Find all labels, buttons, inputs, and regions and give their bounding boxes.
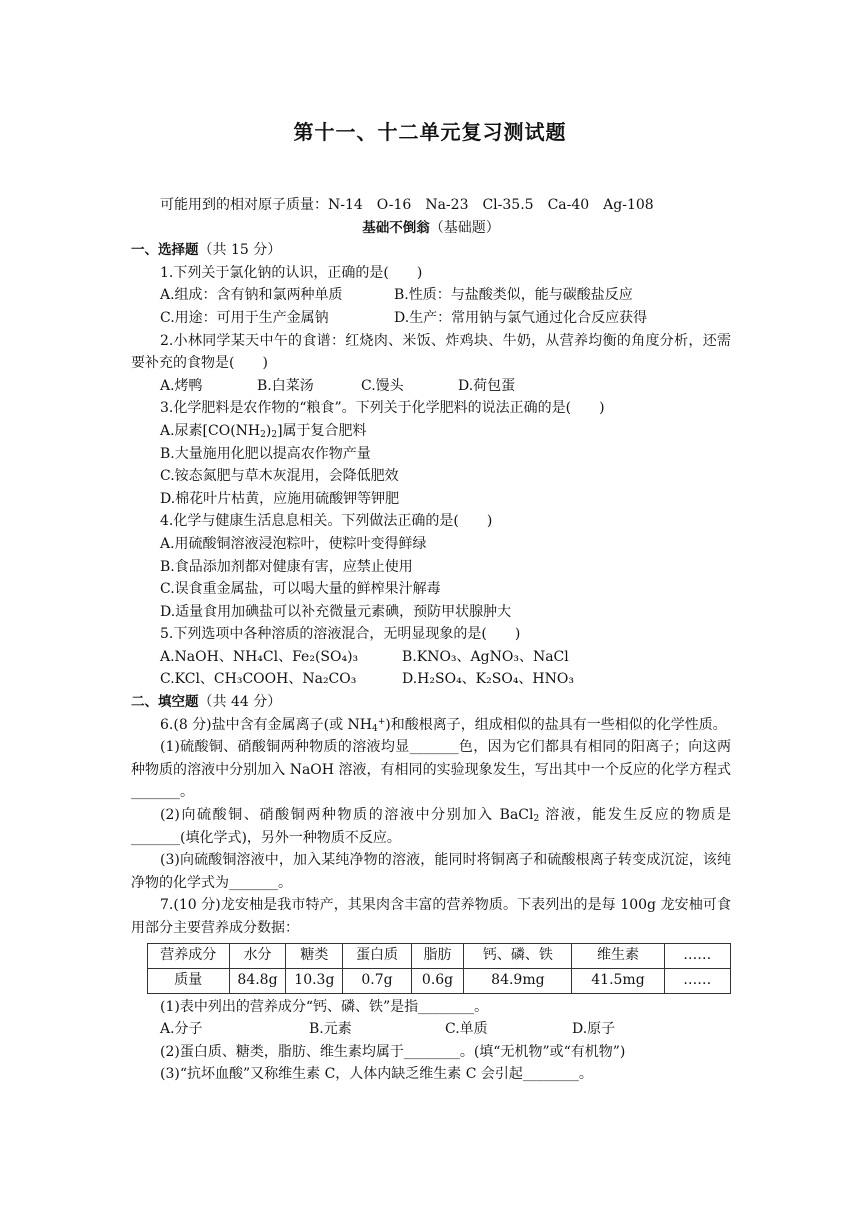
nutrition-table-header-row [148, 943, 731, 968]
section-1-score: （共 15 分） [198, 242, 282, 259]
question-1-stem: 1.下列关于氯化钠的认识，正确的是( ) [160, 264, 423, 281]
nutrition-table-cell: 0.6g [411, 968, 464, 993]
question-6-part-3: (3)向硫酸铜溶液中，加入某纯净物的溶液，能同时将铜离子和硫酸根离子转变成沉淀，该纯净物的化学式为_______。 [131, 852, 731, 891]
question-6-part-1: (1)硫酸铜、硝酸铜两种物质的溶液均显_______色，因为它们都具有相同的阳离子；向这两种物质的溶液中分别加入 NaOH 溶液，有相同的实验现象发生，写出其中一个反应的化学方程式_______。 [131, 739, 731, 801]
question-5-option-d: D.H₂SO₄、K₂SO₄、HNO₃ [402, 671, 574, 688]
question-6-stem-sup: + [377, 716, 386, 727]
nutrition-table [147, 943, 731, 994]
nutrition-table-header-cell: 钙、磷、铁 [464, 943, 572, 968]
question-3-option-d: D.棉花叶片枯黄，应施用硫酸钾等钾肥 [160, 490, 400, 507]
nutrition-table-cell: 质量 [148, 968, 230, 993]
question-5-options-cd [131, 668, 731, 691]
question-1-option-b: B.性质：与盐酸类似，能与碳酸盐反应 [394, 287, 633, 304]
level-heading-text: 基础不倒翁 [362, 219, 430, 236]
question-5-option-c: C.KCl、CH₃COOH、Na₂CO₃ [160, 671, 357, 688]
question-7-option-d: D.原子 [572, 1021, 616, 1038]
question-3-option-a-text-1: A.尿素[CO(NH [160, 422, 261, 439]
question-7-part-2: (2)蛋白质、糖类，脂肪、维生素均属于________。(填“无机物”或“有机物”) [160, 1043, 626, 1060]
nutrition-table-cell: …… [664, 968, 730, 993]
question-3-option-a-text-3: ]属于复合肥料 [277, 422, 367, 439]
question-1-option-d: D.生产：常用钠与氯气通过化合反应获得 [394, 309, 648, 326]
question-3-option-a [131, 420, 731, 443]
section-2-heading [131, 691, 731, 714]
question-6-stem-text-2: )和酸根离子，组成相似的盐具有一些相似的化学性质。 [385, 716, 727, 733]
nutrition-table-cell: 84.8g [229, 968, 286, 993]
question-3-option-a-sub-2: 2 [271, 429, 278, 440]
question-2-option-d: D.荷包蛋 [458, 377, 516, 394]
question-2-option-a: A.烤鸭 [160, 377, 203, 394]
nutrition-table-header-cell: 营养成分 [148, 943, 230, 968]
question-6-stem-text-1: 6.(8 分)盐中含有金属离子(或 NH [160, 716, 373, 733]
question-2-options [131, 375, 731, 398]
question-4-option-c: C.误食重金属盐，可以喝大量的鲜榨果汁解毒 [160, 581, 441, 598]
question-7-part-1-options [131, 1018, 731, 1041]
question-5-option-b: B.KNO₃、AgNO₃、NaCl [402, 648, 569, 665]
question-3-stem: 3.化学肥料是农作物的“粮食”。下列关于化学肥料的说法正确的是( ) [160, 400, 605, 417]
question-7-option-b: B.元素 [309, 1021, 352, 1038]
nutrition-table-cell: 10.3g [286, 968, 343, 993]
question-4-option-a: A.用硫酸铜溶液浸泡粽叶，使粽叶变得鲜绿 [160, 535, 427, 552]
nutrition-table-row [148, 968, 731, 993]
question-4-option-b: B.食品添加剂都对健康有害，应禁止使用 [160, 558, 413, 575]
question-6-part-2-sub: 2 [533, 814, 540, 825]
question-6-part-2-text-2: 溶液，能发生反应的物质是_______(填化学式)，另外一种物质不反应。 [131, 807, 732, 846]
question-4-option-d: D.适量食用加碘盐可以补充微量元素碘，预防甲状腺肿大 [160, 603, 512, 620]
question-1-options-ab [131, 284, 731, 307]
level-heading [131, 217, 731, 240]
question-5-option-a: A.NaOH、NH₄Cl、Fe₂(SO₄)₃ [160, 648, 359, 665]
nutrition-table-header-cell: 蛋白质 [343, 943, 411, 968]
question-1-option-c: C.用途：可用于生产金属钠 [160, 309, 329, 326]
question-3-option-a-sub-1: 2 [260, 429, 266, 440]
page-title: 第十一、十二单元复习测试题 [293, 120, 567, 144]
nutrition-table-cell: 41.5mg [572, 968, 664, 993]
question-2-option-b: B.白菜汤 [257, 377, 314, 394]
question-3-option-b: B.大量施用化肥以提高农作物产量 [160, 445, 371, 462]
question-7-option-a: A.分子 [160, 1021, 203, 1038]
document-body [131, 194, 731, 1086]
section-1-heading [131, 239, 731, 262]
question-6-part-2-text-1: (2)向硫酸铜、硝酸铜两种物质的溶液中分别加入 BaCl [160, 807, 534, 824]
nutrition-table-cell: 84.9mg [464, 968, 572, 993]
section-2-score: （共 44 分） [198, 694, 282, 711]
nutrition-table-header-cell: 糖类 [286, 943, 343, 968]
question-7-part-1: (1)表中列出的营养成分“钙、磷、铁”是指________。 [160, 998, 489, 1015]
nutrition-table-cell: 0.7g [343, 968, 411, 993]
question-3-option-c: C.铵态氮肥与草木灰混用，会降低肥效 [160, 468, 399, 485]
question-6-stem-sub: 4 [372, 723, 378, 734]
section-2-title: 二、填空题 [131, 694, 199, 711]
question-6-part-2 [131, 804, 731, 849]
question-2-option-c: C.馒头 [361, 377, 404, 394]
question-1-option-a: A.组成：含有钠和氯两种单质 [160, 287, 343, 304]
nutrition-table-header-cell: 脂肪 [411, 943, 464, 968]
question-3-option-a-text-2: ) [265, 422, 272, 439]
nutrition-table-header-cell: …… [664, 943, 730, 968]
nutrition-table-header-cell: 水分 [229, 943, 286, 968]
level-heading-note: （基础题） [429, 219, 500, 236]
section-1-title: 一、选择题 [131, 242, 199, 259]
question-4-stem: 4.化学与健康生活息息相关。下列做法正确的是( ) [160, 513, 493, 530]
question-6-stem [131, 714, 731, 737]
question-7-option-c: C.单质 [445, 1021, 488, 1038]
question-7-stem: 7.(10 分)龙安柚是我市特产，其果肉含丰富的营养物质。下表列出的是每 100g 龙安柚可食用部分主要营养成分数据： [131, 897, 731, 936]
question-1-options-cd [131, 307, 731, 330]
question-2-stem: 2.小林同学某天中午的食谱：红烧肉、米饭、炸鸡块、牛奶，从营养均衡的角度分析，还需要补充的食物是( ) [131, 332, 731, 372]
nutrition-table-header-cell: 维生素 [572, 943, 664, 968]
question-7-part-3: (3)“抗坏血酸”又称维生素 C，人体内缺乏维生素 C 会引起________。 [160, 1066, 593, 1083]
question-5-options-ab [131, 646, 731, 669]
atomic-masses-note: 可能用到的相对原子质量：N-14 O-16 Na-23 Cl-35.5 Ca-40 Ag-108 [160, 197, 654, 213]
question-5-stem: 5.下列选项中各种溶质的溶液混合，无明显现象的是( ) [160, 626, 521, 643]
